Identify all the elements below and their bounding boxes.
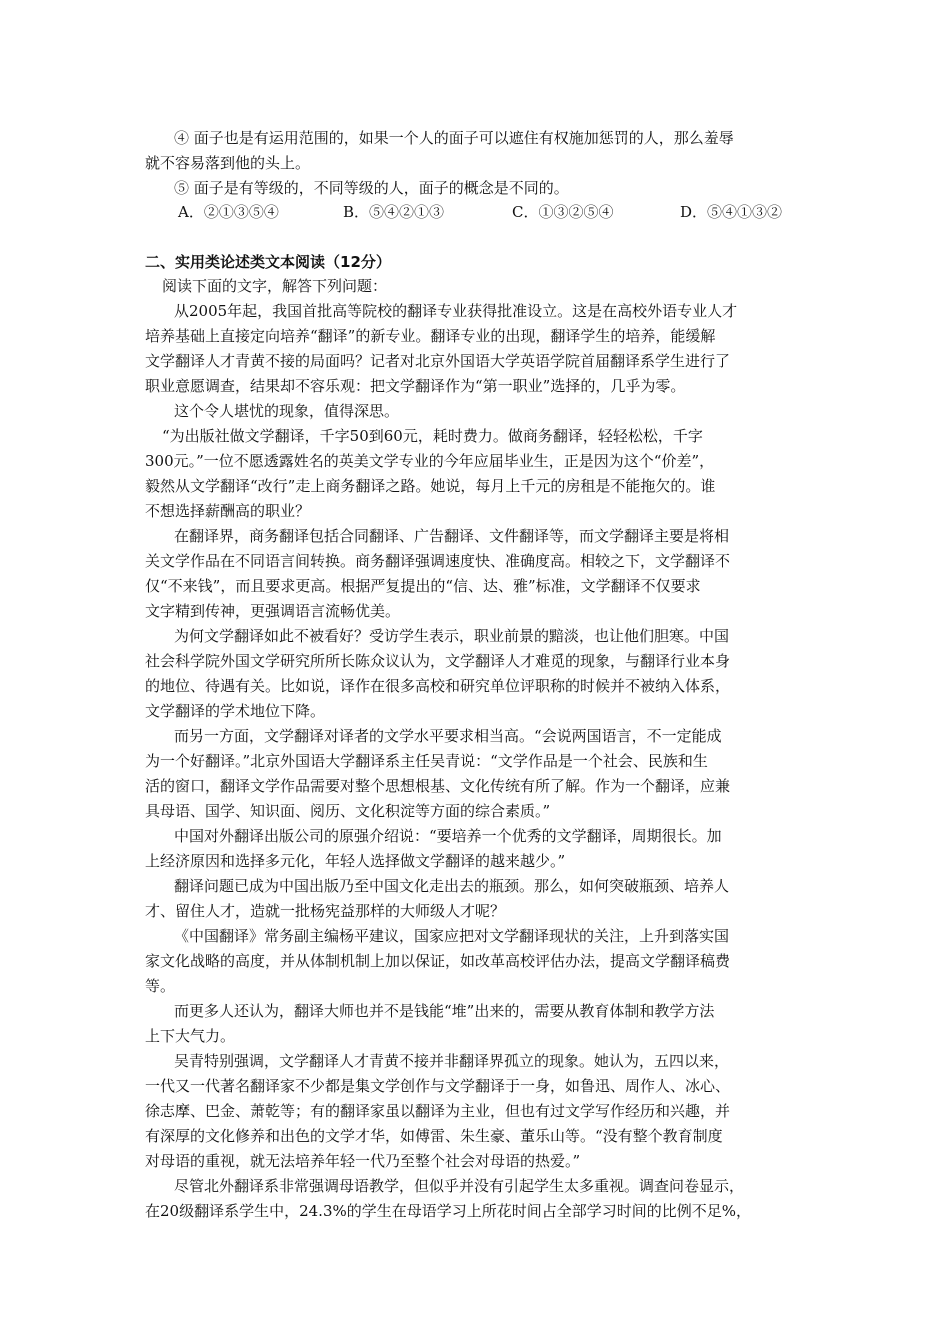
text-line: 对母语的重视，就无法培养年轻一代乃至整个社会对母语的热爱。”: [145, 1152, 581, 1170]
text-line: 上下大气力。: [145, 1027, 236, 1045]
text-line: “为出版社做文学翻译，千字50到60元，耗时费力。做商务翻译，轻轻松松，千字: [162, 427, 703, 445]
text-line: ④ 面子也是有运用范围的，如果一个人的面子可以遮住有权施加惩罚的人，那么羞辱: [174, 129, 734, 147]
text-line: 一代又一代著名翻译家不少都是集文学创作与文学翻译于一身，如鲁迅、周作人、冰心、: [145, 1077, 731, 1095]
section-heading: 二、实用类论述类文本阅读（12分）: [145, 253, 391, 271]
text-line: 在20级翻译系学生中，24.3%的学生在母语学习上所花时间占全部学习时间的比例不足%，: [145, 1202, 751, 1220]
text-line: 具母语、国学、知识面、阅历、文化积淀等方面的综合素质。”: [145, 802, 551, 820]
text-line: 就不容易落到他的头上。: [145, 154, 311, 172]
text-line: 仅“不来钱”，而且要求更高。根据严复提出的“信、达、雅”标准，文学翻译不仅要求: [145, 577, 701, 595]
text-line: 家文化战略的高度，并从体制机制上加以保证，如改革高校评估办法，提高文学翻译稿费: [145, 952, 731, 970]
text-line: 翻译问题已成为中国出版乃至中国文化走出去的瓶颈。那么，如何突破瓶颈、培养人: [174, 877, 730, 895]
text-line: 职业意愿调查，结果却不容乐观：把文学翻译作为“第一职业”选择的，几乎为零。: [145, 377, 686, 395]
text-line: 从2005年起，我国首批高等院校的翻译专业获得批准设立。这是在高校外语专业人才: [174, 302, 738, 320]
option-b: B．⑤④②①③: [343, 203, 445, 221]
text-line: 文学翻译的学术地位下降。: [145, 702, 326, 720]
text-line: 的地位、待遇有关。比如说，译作在很多高校和研究单位评职称的时候并不被纳入体系，: [145, 677, 731, 695]
text-line: 尽管北外翻译系非常强调母语教学，但似乎并没有引起学生太多重视。调查问卷显示，: [174, 1177, 745, 1195]
option-c: C．①③②⑤④: [512, 203, 614, 221]
text-line: 文学翻译人才青黄不接的局面吗？记者对北京外国语大学英语学院首届翻译系学生进行了: [145, 352, 731, 370]
text-line: 才、留住人才，造就一批杨宪益那样的大师级人才呢？: [145, 902, 506, 920]
text-line: 300元。”一位不愿透露姓名的英美文学专业的今年应届毕业生，正是因为这个“价差”，: [145, 452, 715, 470]
text-line: 有深厚的文化修养和出色的文学才华，如傅雷、朱生豪、董乐山等。“没有整个教育制度: [145, 1127, 723, 1145]
text-line: 而另一方面，文学翻译对译者的文学水平要求相当高。“会说两国语言，不一定能成: [174, 727, 722, 745]
text-line: 为一个好翻译。”北京外国语大学翻译系主任吴青说：“文学作品是一个社会、民族和生: [145, 752, 708, 770]
text-line: 徐志摩、巴金、萧乾等；有的翻译家虽以翻译为主业，但也有过文学写作经历和兴趣，并: [145, 1102, 731, 1120]
text-line: 等。: [145, 977, 176, 995]
text-line: 活的窗口，翻译文学作品需要对整个思想根基、文化传统有所了解。作为一个翻译，应兼: [145, 777, 731, 795]
text-line: 上经济原因和选择多元化，年轻人选择做文学翻译的越来越少。”: [145, 852, 566, 870]
text-line: 《中国翻译》常务副主编杨平建议，国家应把对文学翻译现状的关注，上升到落实国: [174, 927, 730, 945]
text-line: 关文学作品在不同语言间转换。商务翻译强调速度快、准确度高。相较之下，文学翻译不: [145, 552, 731, 570]
instruction: 阅读下面的文字，解答下列问题：: [162, 277, 388, 295]
text-line: 毅然从文学翻译“改行”走上商务翻译之路。她说，每月上千元的房租是不能拖欠的。谁: [145, 477, 716, 495]
text-line: 培养基础上直接定向培养“翻译”的新专业。翻译专业的出现，翻译学生的培养，能缓解: [145, 327, 716, 345]
text-line: 在翻译界，商务翻译包括合同翻译、广告翻译、文件翻译等，而文学翻译主要是将相: [174, 527, 730, 545]
text-line: 中国对外翻译出版公司的原强介绍说：“要培养一个优秀的文学翻译，周期很长。加: [174, 827, 722, 845]
text-line: 为何文学翻译如此不被看好？受访学生表示，职业前景的黯淡，也让他们胆寒。中国: [174, 627, 730, 645]
text-line: 不想选择薪酬高的职业？: [145, 502, 311, 520]
text-line: 而更多人还认为，翻译大师也并不是钱能“堆”出来的，需要从教育体制和教学方法: [174, 1002, 715, 1020]
option-d: D．⑤④①③②: [680, 203, 783, 221]
text-line: ⑤ 面子是有等级的，不同等级的人，面子的概念是不同的。: [174, 179, 569, 197]
option-a: A．②①③⑤④: [178, 203, 279, 221]
text-line: 社会科学院外国文学研究所所长陈众议认为，文学翻译人才难觅的现象，与翻译行业本身: [145, 652, 731, 670]
text-line: 这个令人堪忧的现象，值得深思。: [174, 402, 400, 420]
text-line: 吴青特别强调，文学翻译人才青黄不接并非翻译界孤立的现象。她认为，五四以来，: [174, 1052, 730, 1070]
text-line: 文字精到传神，更强调语言流畅优美。: [145, 602, 401, 620]
